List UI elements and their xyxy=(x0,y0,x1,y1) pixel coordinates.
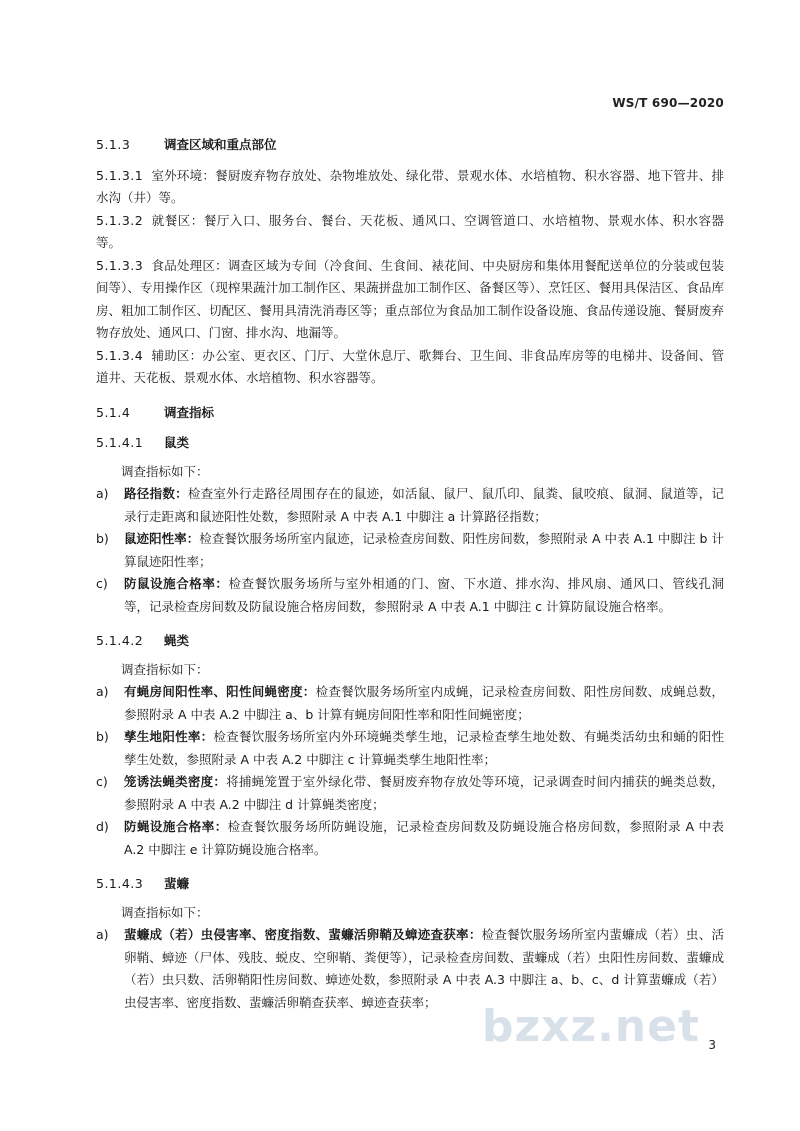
indicator-term: 鼠迹阳性率： xyxy=(124,531,200,546)
page-number: 3 xyxy=(708,1038,716,1052)
list-marker: b) xyxy=(96,729,109,744)
list-marker: c) xyxy=(96,774,108,789)
list-item xyxy=(96,681,724,726)
list-item xyxy=(96,483,724,528)
list-item xyxy=(96,816,724,861)
clause-5-1-3-1 xyxy=(96,165,724,210)
list-item xyxy=(96,771,724,816)
section-heading-5-1-4 xyxy=(96,402,724,425)
section-title: 鼠类 xyxy=(164,435,190,450)
indicator-text: 检查餐饮服务场所室内蜚蠊成（若）虫、活卵鞘、蟑迹（尸体、残肢、蜕皮、空卵鞘、粪便等），记录检查房间数、蜚蠊成（若）虫阳性房间数、蜚蠊成（若）虫只数、活卵鞘阳性房间数、蟑迹处数，参照附录 A 中表 A.3 中脚注 a、b、c、d 计算蜚蠊成（若）虫侵害率、密度指数、蜚蠊活卵鞘查获率、蟑迹查获率； xyxy=(124,927,724,1010)
indicator-term: 防鼠设施合格率： xyxy=(124,576,229,591)
indicator-term: 蜚蠊成（若）虫侵害率、密度指数、蜚蠊活卵鞘及蟑迹查获率： xyxy=(124,927,482,942)
indicator-term: 有蝇房间阳性率、阳性间蝇密度： xyxy=(124,684,316,699)
clause-number: 5.1.3.2 xyxy=(96,212,144,228)
indicator-term: 防蝇设施合格率： xyxy=(124,819,228,834)
indicator-text: 将捕蝇笼置于室外绿化带、餐厨废弃物存放处等环境，记录调查时间内捕获的蝇类总数，参照附录 A 中表 A.2 中脚注 d 计算蝇类密度； xyxy=(124,774,724,812)
clause-5-1-3-2 xyxy=(96,210,724,255)
section-heading-5-1-3 xyxy=(96,134,724,157)
section-number: 5.1.4.3 xyxy=(96,876,144,891)
section-heading-5-1-4-2 xyxy=(96,630,724,653)
indicator-text: 检查餐饮服务场所室内外环境蝇类孳生地，记录检查孳生地处数、有蝇类活幼虫和蛹的阳性孳生处数，参照附录 A 中表 A.2 中脚注 c 计算蝇类孳生地阳性率； xyxy=(124,729,724,767)
indicator-text: 检查餐饮服务场所室内成蝇，记录检查房间数、阳性房间数、成蝇总数，参照附录 A 中表 A.2 中脚注 a、b 计算有蝇房间阳性率和阳性间蝇密度； xyxy=(124,684,724,722)
indicator-text: 检查餐饮服务场所与室外相通的门、窗、下水道、排水沟、排风扇、通风口、管线孔洞等，记录检查房间数及防鼠设施合格房间数，参照附录 A 中表 A.1 中脚注 c 计算防鼠设施合格率。 xyxy=(124,576,724,614)
section-number: 5.1.4.1 xyxy=(96,435,144,450)
indicator-term: 路径指数： xyxy=(124,486,188,501)
list-marker: a) xyxy=(96,684,109,699)
section-heading-5-1-4-1 xyxy=(96,432,724,455)
indicator-list-rodents xyxy=(96,483,724,618)
section-number: 5.1.3 xyxy=(96,137,131,152)
indicator-list-flies xyxy=(96,681,724,861)
list-marker: c) xyxy=(96,576,108,591)
list-marker: d) xyxy=(96,819,109,834)
document-body xyxy=(96,128,724,1014)
list-marker: a) xyxy=(96,486,109,501)
clause-text: 食品处理区：调查区域为专间（冷食间、生食间、裱花间、中央厨房和集体用餐配送单位的分装或包装间等）、专用操作区（现榨果蔬汁加工制作区、果蔬拼盘加工制作区、备餐区等）、烹饪区、餐用具保洁区、食品库房、粗加工制作区、切配区、餐用具清洗消毒区等；重点部位为食品加工制作设备设施、食品传递设施、餐厨废弃物存放处、通风口、门窗、排水沟、地漏等。 xyxy=(96,257,724,340)
indicator-text: 检查室外行走路径周围存在的鼠迹，如活鼠、鼠尸、鼠爪印、鼠粪、鼠咬痕、鼠洞、鼠道等，记录行走距离和鼠迹阳性处数，参照附录 A 中表 A.1 中脚注 a 计算路径指数； xyxy=(124,486,724,524)
clause-text: 辅助区：办公室、更衣区、门厅、大堂休息厅、歌舞台、卫生间、非食品库房等的电梯井、设备间、管道井、天花板、景观水体、水培植物、积水容器等。 xyxy=(96,347,724,385)
clause-5-1-3-3 xyxy=(96,255,724,345)
intro-text: 调查指标如下： xyxy=(121,904,209,920)
intro-text: 调查指标如下： xyxy=(121,463,209,479)
intro-text: 调查指标如下： xyxy=(121,661,209,677)
section-number: 5.1.4 xyxy=(96,404,131,420)
section-title: 调查指标 xyxy=(164,404,215,420)
watermark-logo: bzxz.net xyxy=(481,1001,700,1052)
clause-5-1-3-4 xyxy=(96,345,724,390)
indicator-text: 检查餐饮服务场所室内鼠迹，记录检查房间数、阳性房间数，参照附录 A 中表 A.1 中脚注 b 计算鼠迹阳性率； xyxy=(124,531,724,569)
indicator-term: 笼诱法蝇类密度： xyxy=(124,774,227,789)
indicator-term: 孳生地阳性率： xyxy=(124,729,214,744)
list-marker: a) xyxy=(96,927,109,942)
clause-text: 室外环境：餐厨废弃物存放处、杂物堆放处、绿化带、景观水体、水培植物、积水容器、地下管井、排水沟（井）等。 xyxy=(96,167,724,205)
standard-code: WS/T 690—2020 xyxy=(612,96,724,110)
clause-text: 就餐区：餐厅入口、服务台、餐台、天花板、通风口、空调管道口、水培植物、景观水体、积水容器等。 xyxy=(96,212,724,250)
list-marker: b) xyxy=(96,531,109,546)
list-item xyxy=(96,726,724,771)
section-title: 调查区域和重点部位 xyxy=(164,137,277,152)
section-title: 蝇类 xyxy=(164,633,190,648)
section-number: 5.1.4.2 xyxy=(96,633,144,648)
indicator-text: 检查餐饮服务场所防蝇设施，记录检查房间数及防蝇设施合格房间数，参照附录 A 中表 A.2 中脚注 e 计算防蝇设施合格率。 xyxy=(124,819,724,857)
clause-number: 5.1.3.1 xyxy=(96,167,144,183)
section-heading-5-1-4-3 xyxy=(96,873,724,896)
clause-number: 5.1.3.3 xyxy=(96,257,144,273)
list-item xyxy=(96,573,724,618)
section-title: 蜚蠊 xyxy=(164,876,190,891)
list-item xyxy=(96,528,724,573)
clause-number: 5.1.3.4 xyxy=(96,347,144,363)
